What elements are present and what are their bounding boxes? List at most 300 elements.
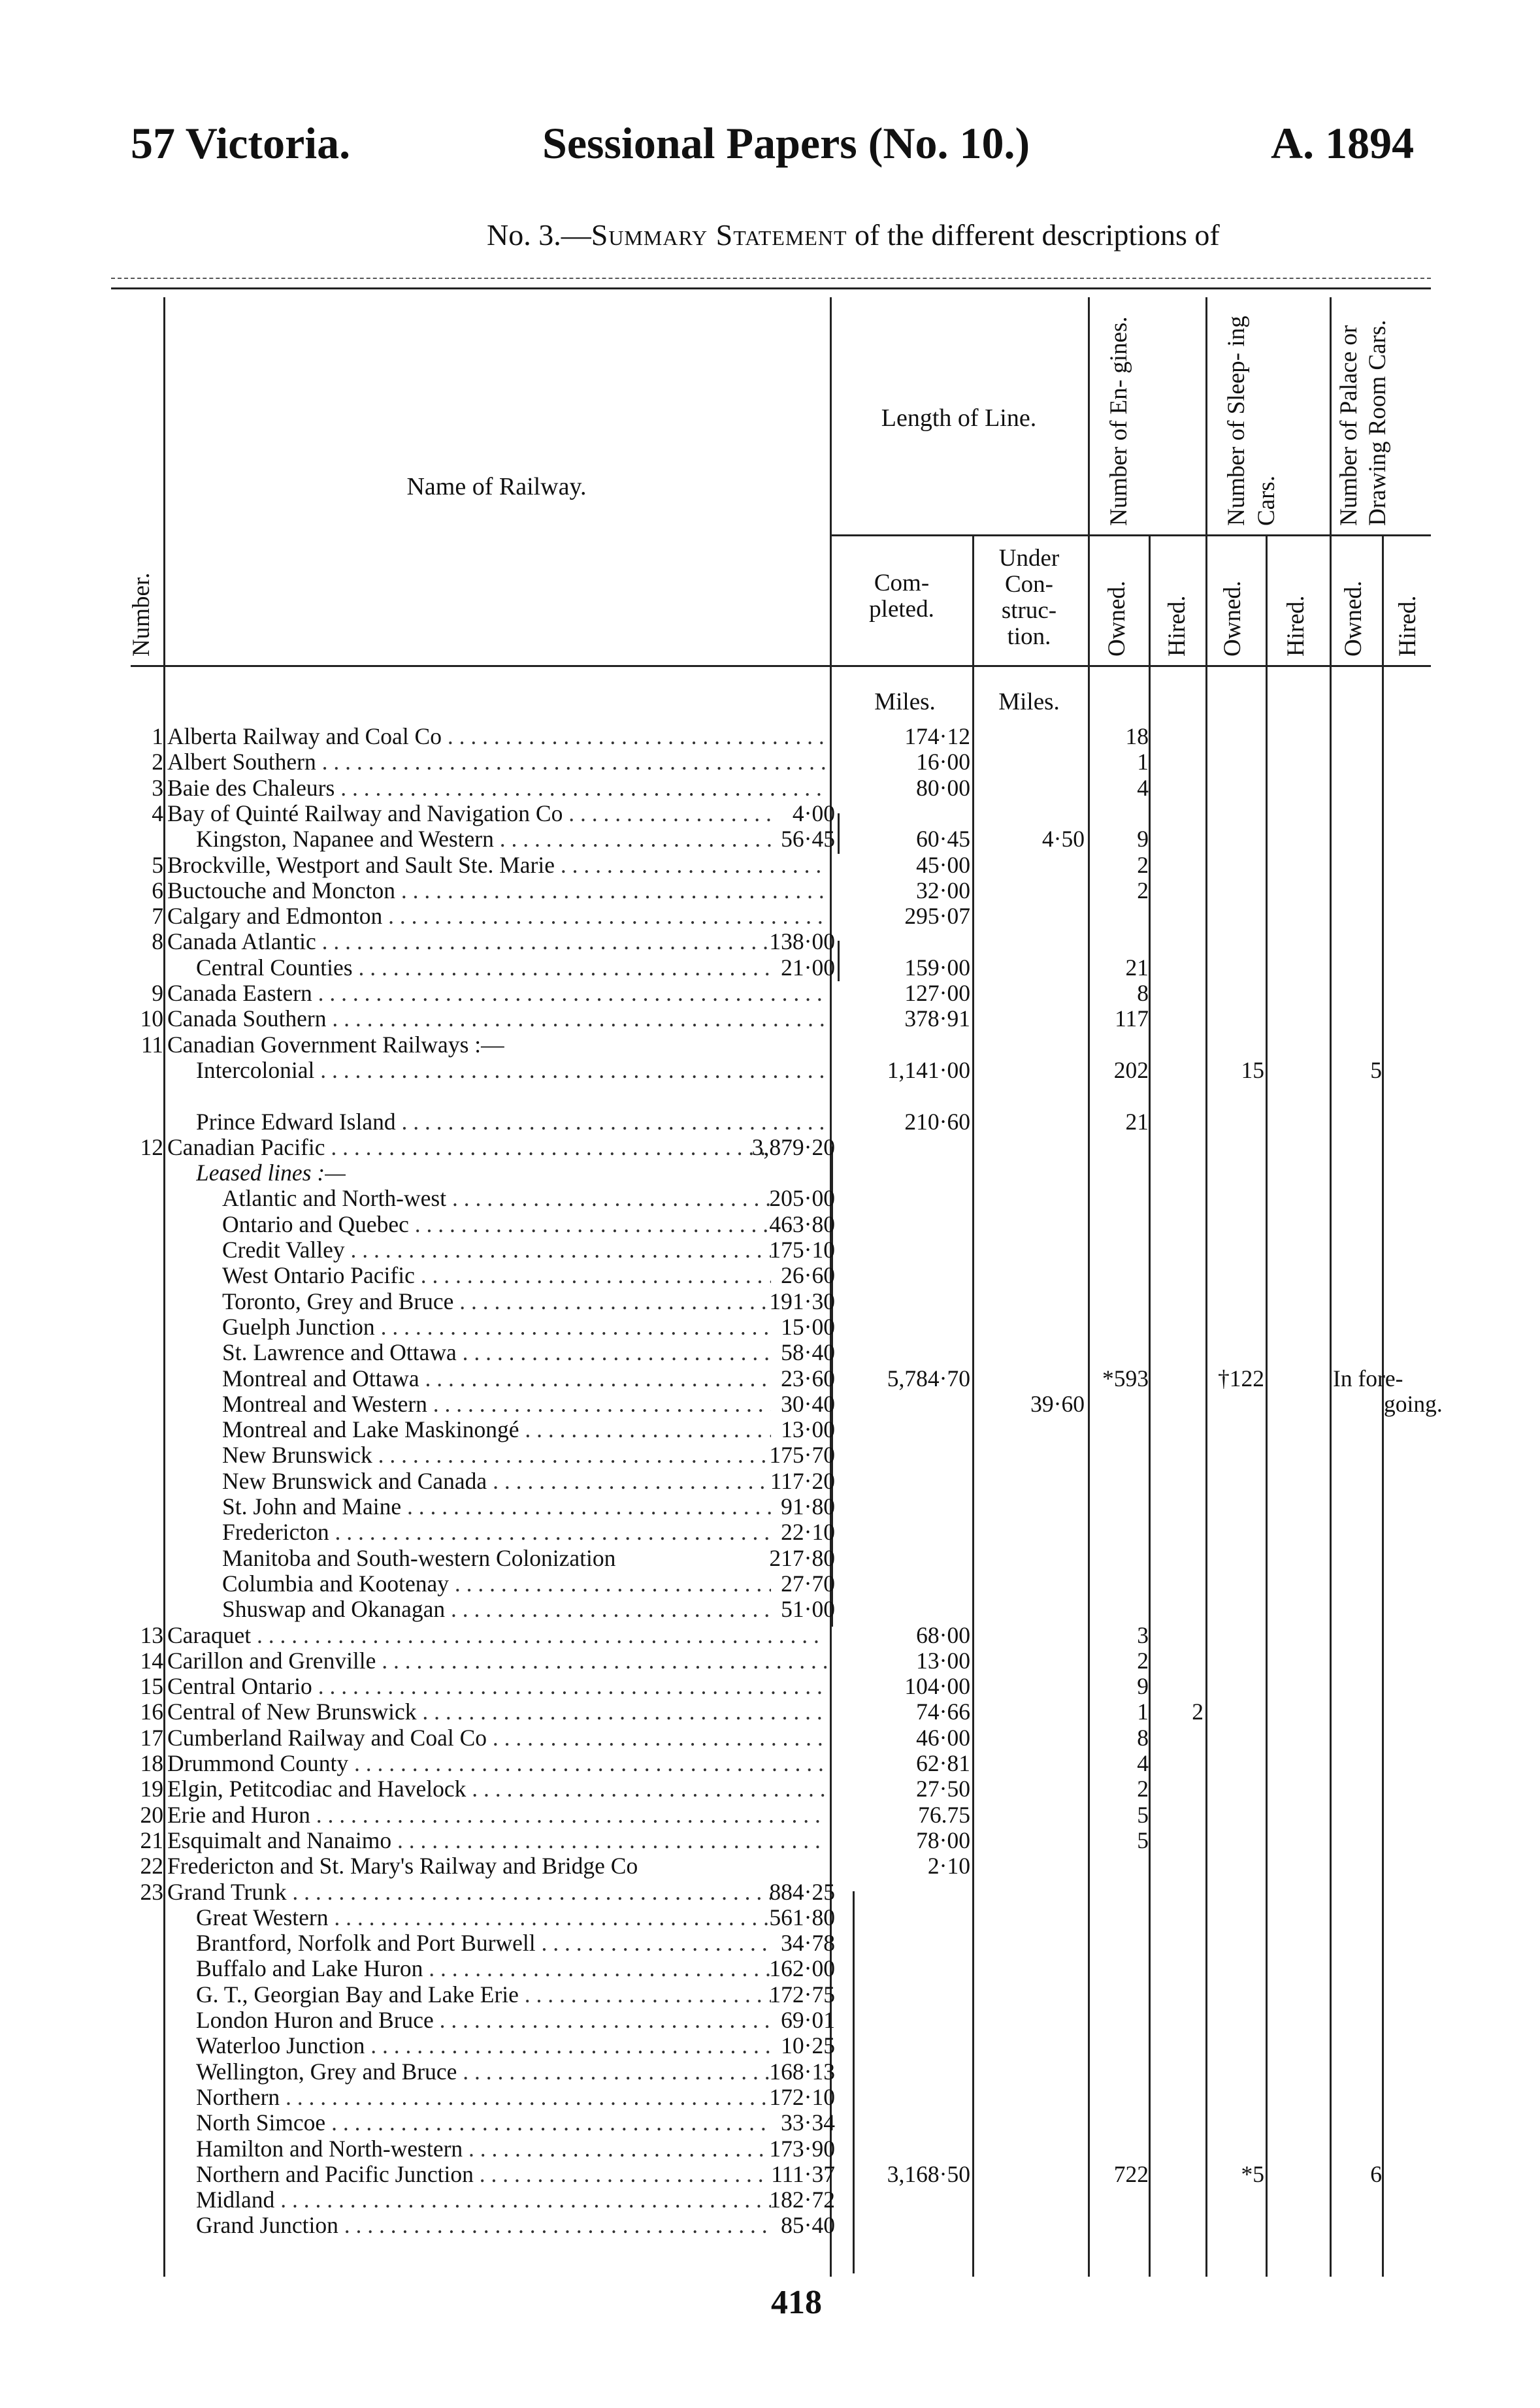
cell-sub: 463·80 [769,1211,835,1237]
table-row [0,1160,1540,1186]
railway-name-text: Cumberland Railway and Coal Co [167,1725,487,1751]
railway-name-text: North Simcoe [196,2110,326,2136]
cell-sub: 15·00 [781,1313,835,1340]
table-row [0,1366,1540,1391]
row-number: 10 [140,1005,163,1032]
header-session: 57 Victoria. [131,118,351,168]
page-number: 418 [771,2284,822,2321]
railway-name [222,1417,771,1442]
railway-name-text: Caraquet [167,1622,252,1648]
cell-comp: 78·00 [916,1827,970,1853]
cell-own: 2 [1137,1776,1149,1802]
railway-name-text: Fredericton [222,1520,329,1546]
table-row [0,1006,1540,1032]
table-row [0,801,1540,826]
cell-own: 5 [1137,1827,1149,1853]
railway-name [222,1237,771,1263]
cell-comp: 159·00 [904,954,970,981]
railway-name-text: Brantford, Norfolk and Port Burwell [196,1930,536,1957]
railway-name [167,1828,827,1853]
railway-name [196,2008,771,2033]
header-length-of-line: Length of Line. [881,404,1037,432]
table-row [0,1032,1540,1058]
railway-name [222,1520,771,1545]
table-row [0,1751,1540,1776]
railway-name [167,1006,827,1032]
railway-name-text: Canada Southern [167,1006,327,1032]
cell-sub: 884·25 [769,1878,835,1905]
railway-name-text: Columbia and Kootenay [222,1570,450,1597]
railway-name [167,1879,771,1905]
cell-comp: 210·60 [904,1108,970,1135]
table-row [0,1340,1540,1365]
railway-name-text: Midland [196,2187,275,2213]
railway-name [196,1905,771,1930]
railway-name [196,2213,771,2238]
header-number: Number. [128,572,155,657]
row-number: 17 [140,1724,163,1751]
table-row [0,1083,1540,1109]
cell-sub: 4·00 [792,800,835,826]
table-row [0,1263,1540,1288]
railway-name-text: Central of New Brunswick [167,1699,417,1725]
table-row [0,1417,1540,1442]
cell-comp: 76.75 [918,1801,970,1828]
railway-name [167,801,771,826]
table-row [0,826,1540,852]
cell-sub: 168·13 [769,2058,835,2085]
table-row [0,1905,1540,1930]
cell-own: 1 [1137,1699,1149,1725]
table-row [0,2136,1540,2162]
header-sleeping-cars: Number of Sleep- ing Cars. [1223,316,1280,526]
header-title: Sessional Papers (No. 10.) [542,118,1030,168]
railway-name [196,2187,771,2213]
railway-name-text: Montreal and Ottawa [222,1365,419,1391]
row-number: 14 [140,1647,163,1674]
railway-name [222,1340,771,1365]
row-number: 18 [140,1750,163,1776]
cell-comp: 174·12 [904,723,970,749]
cell-sub: 217·80 [769,1544,835,1571]
header-engines-hired: Hired. [1164,595,1190,657]
cell-sub: 162·00 [769,1955,835,1982]
cell-sub: 51·00 [781,1596,835,1623]
railway-name-text: New Brunswick [222,1442,372,1469]
header-completed: Com- pleted. [869,570,934,623]
railway-name-text: Canada Eastern [167,981,312,1006]
railway-name-text: Brockville, Westport and Sault Ste. Marie [167,852,555,878]
cell-sub: 561·80 [769,1904,835,1930]
table-row [0,1058,1540,1083]
railway-name-text: Guelph Junction [222,1314,375,1340]
subtitle-caps: Summary Statement [591,218,847,252]
table-row [0,724,1540,749]
railway-name-text: Hamilton and North-western [196,2136,463,2162]
row-number: 3 [152,774,163,801]
cell-comp: 74·66 [916,1699,970,1725]
railway-name [167,1751,827,1776]
railway-name [196,1058,827,1083]
table-row [0,2162,1540,2187]
table-row [0,1212,1540,1237]
railway-name [196,955,771,981]
cell-comp: 80·00 [916,774,970,801]
table-row [0,1135,1540,1160]
cell-pow: 5 [1370,1056,1382,1083]
row-number: 20 [140,1801,163,1828]
table-row [0,1956,1540,1981]
railway-name [167,1699,827,1725]
railway-name [196,2033,771,2058]
railway-name [222,1494,771,1520]
cell-own: 2 [1137,877,1149,903]
table-row [0,2059,1540,2085]
railway-name [167,1853,827,1879]
table-row [0,1879,1540,1905]
railway-name-text: Erie and Huron [167,1802,310,1828]
cell-own: 3 [1137,1621,1149,1648]
row-number: 13 [140,1621,163,1648]
railway-name-text: Fredericton and St. Mary's Railway and Bridge Co [167,1853,638,1879]
table-row [0,1494,1540,1520]
railway-name [167,981,827,1006]
railway-name-text: Atlantic and North-west [222,1186,447,1212]
cell-own: 5 [1137,1801,1149,1828]
header-engines-owned: Owned. [1104,580,1130,657]
railway-name [196,2110,771,2136]
table-row [0,1597,1540,1622]
railway-name-text: Baie des Chaleurs [167,775,335,801]
railway-name-text: Canada Atlantic [167,929,316,955]
table-row [0,775,1540,801]
railway-name-text: Central Ontario [167,1674,312,1700]
cell-sow: 15 [1241,1056,1264,1083]
row-number: 15 [140,1673,163,1700]
railway-name-text: Montreal and Lake Maskinongé [222,1417,519,1443]
row-number: 19 [140,1776,163,1802]
railway-name [196,1109,827,1135]
railway-name [222,1263,771,1288]
table-row [0,1109,1540,1135]
cell-comp: 60·45 [916,826,970,853]
railway-name [196,1982,771,2008]
table-row [0,1982,1540,2008]
railway-name [196,2085,771,2110]
table-row [0,1237,1540,1263]
header-sleeping-owned: Owned. [1219,580,1246,657]
railway-name [222,1314,771,1340]
cell-sub: 21·00 [781,954,835,981]
cell-comp: 32·00 [916,877,970,903]
row-number: 7 [152,903,163,930]
cell-own: 117 [1115,1005,1149,1032]
railway-name [167,1725,827,1751]
cell-own: 4 [1137,1750,1149,1776]
row-number: 12 [140,1133,163,1160]
railway-name-text: Calgary and Edmonton [167,903,383,930]
railway-name-text: Wellington, Grey and Bruce [196,2058,457,2085]
cell-uc: 39·60 [1030,1390,1085,1417]
header-palace-cars: Number of Palace or Drawing Room Cars. [1335,319,1391,526]
cell-sub: 172·75 [769,1981,835,2008]
cell-sub: 138·00 [769,928,835,955]
railway-name-text: Toronto, Grey and Bruce [222,1288,454,1314]
railway-name [167,1776,827,1802]
cell-comp: 378·91 [904,1005,970,1032]
table-row [0,1186,1540,1211]
table-row [0,1828,1540,1853]
table-row [0,1520,1540,1545]
cell-own: 21 [1125,1108,1149,1135]
row-number: 2 [152,749,163,775]
railway-name [167,1674,827,1699]
railway-name-text: Elgin, Petitcodiac and Havelock [167,1776,467,1802]
units-under-construction: Miles. [998,689,1060,715]
cell-sub: 33·34 [781,2109,835,2136]
table-row [0,929,1540,954]
cell-comp: 68·00 [916,1621,970,1648]
railway-name-text: G. T., Georgian Bay and Lake Erie [196,1981,519,2008]
cell-sub: 175·70 [769,1442,835,1469]
cell-comp: 46·00 [916,1724,970,1751]
cell-sub: 191·30 [769,1288,835,1314]
table-row [0,1776,1540,1802]
header-under-construction: Under Con- struc- tion. [998,545,1060,650]
railway-name-text: St. John and Maine [222,1494,402,1520]
railway-name [167,853,827,878]
railway-name-text: St. Lawrence and Ottawa [222,1340,457,1366]
railway-name-text: Montreal and Western [222,1391,427,1417]
railway-name [167,1623,827,1648]
cell-own: 4 [1137,774,1149,801]
railway-name [196,1930,771,1956]
cell-own: 722 [1113,2160,1149,2187]
table-row [0,1648,1540,1674]
cell-comp: 5,784·70 [887,1365,970,1391]
cell-phi: going. [1384,1390,1443,1417]
cell-pow: In fore- [1333,1365,1403,1391]
header-name-of-railway: Name of Railway. [406,473,587,500]
row-number: 8 [152,928,163,955]
railway-name-text: Buffalo and Lake Huron [196,1956,423,1982]
cell-hir: 2 [1192,1699,1204,1725]
cell-sub: 91·80 [781,1493,835,1520]
cell-sub: 172·10 [769,2083,835,2110]
railway-name [167,878,827,903]
railway-name [196,2059,771,2085]
row-number: 16 [140,1699,163,1725]
table-row [0,1571,1540,1597]
cell-own: 9 [1137,1673,1149,1700]
cell-sub: 85·40 [781,2212,835,2239]
railway-name [196,2162,771,2187]
cell-sub: 205·00 [769,1185,835,1212]
table-row [0,1391,1540,1417]
railway-name-text: Canadian Pacific [167,1134,325,1160]
cell-sub: 26·60 [781,1262,835,1289]
cell-sub: 111·37 [771,2160,835,2187]
table-row [0,749,1540,775]
table-row [0,1930,1540,1956]
railway-name [167,929,771,954]
railway-name-text: Canadian Government Railways :— [167,1032,504,1058]
cell-comp: 27·50 [916,1776,970,1802]
table-row [0,1469,1540,1494]
cell-sub: 69·01 [781,2007,835,2033]
railway-name-text: Manitoba and South-western Colonization [222,1545,616,1571]
header-sleeping-hired: Hired. [1283,595,1309,657]
table-row [0,2110,1540,2136]
cell-own: 21 [1125,954,1149,981]
table-row [0,1725,1540,1751]
table-row [0,878,1540,903]
row-number: 1 [152,723,163,749]
cell-comp: 1,141·00 [887,1056,970,1083]
cell-sub: 56·45 [781,826,835,853]
header-engines: Number of En- gines. [1106,316,1132,526]
cell-sub: 34·78 [781,1930,835,1957]
table-row [0,981,1540,1006]
railway-name-text: New Brunswick and Canada [222,1468,487,1494]
table-row [0,1314,1540,1340]
railway-name [196,826,771,852]
cell-own: 8 [1137,1724,1149,1751]
railway-name-text: Buctouche and Moncton [167,877,396,903]
cell-comp: 104·00 [904,1673,970,1700]
cell-sub: 3,879·20 [751,1133,835,1160]
railway-name [222,1289,771,1314]
railway-name [196,2136,771,2162]
cell-pow: 6 [1370,2160,1382,2187]
cell-sub: 22·10 [781,1519,835,1546]
cell-sub: 175·10 [769,1237,835,1263]
subtitle-prefix: No. 3.— [487,218,591,252]
railway-name [167,1648,827,1674]
railway-name [196,1956,771,1981]
cell-sub: 23·60 [781,1365,835,1391]
table-row [0,955,1540,981]
table-row [0,1802,1540,1828]
table-row [0,853,1540,878]
cell-comp: 16·00 [916,749,970,775]
cell-sub: 13·00 [781,1416,835,1443]
railway-name-text: Intercolonial [196,1057,315,1083]
railway-name-text: Credit Valley [222,1237,345,1263]
railway-name-text: West Ontario Pacific [222,1263,415,1289]
cell-sub: 173·90 [769,2135,835,2162]
railway-name [222,1442,771,1468]
cell-comp: 13·00 [916,1647,970,1674]
railway-name-text: Alberta Railway and Coal Co [167,724,442,749]
table-row [0,1546,1540,1571]
railway-name-text: Drummond County [167,1751,349,1776]
railway-name [222,1186,771,1211]
railway-name-text: Esquimalt and Nanaimo [167,1827,392,1853]
cell-uc: 4·50 [1041,826,1085,853]
cell-comp: 3,168·50 [887,2160,970,2187]
cell-sub: 182·72 [769,2187,835,2213]
railway-name [222,1391,771,1417]
railway-name-text: Carillon and Grenville [167,1648,376,1674]
railway-name-text: Northern and Pacific Junction [196,2161,474,2187]
cell-sub: 30·40 [781,1390,835,1417]
railway-name-text: London Huron and Bruce [196,2008,434,2033]
railway-name [167,749,827,775]
railway-name-text: Northern [196,2084,280,2110]
cell-sub: 27·70 [781,1570,835,1597]
units-completed: Miles. [874,689,936,715]
railway-name-text: Waterloo Junction [196,2033,365,2059]
cell-sub: 117·20 [770,1467,835,1494]
railway-name-text: Grand Junction [196,2213,338,2239]
railway-name-text: Bay of Quinté Railway and Navigation Co [167,800,563,826]
railway-name [222,1366,771,1391]
railway-name [167,1135,771,1160]
row-number: 9 [152,980,163,1006]
railway-name [222,1597,771,1622]
cell-own: 9 [1137,826,1149,853]
railway-name-text: Albert Southern [167,749,316,775]
cell-own: 2 [1137,1647,1149,1674]
cell-comp: 2·10 [927,1853,970,1879]
table-row [0,2085,1540,2110]
header-palace-owned: Owned. [1340,580,1367,657]
row-number: 4 [152,800,163,826]
railway-name-text: Grand Trunk [167,1879,287,1905]
cell-sub: 10·25 [781,2032,835,2059]
table-row [0,903,1540,929]
cell-own: 2 [1137,851,1149,878]
cell-own: 1 [1137,749,1149,775]
row-number: 22 [140,1853,163,1879]
railway-name-text: Kingston, Napanee and Western [196,826,494,853]
railway-name [167,724,827,749]
railway-name-text: Great Western [196,1904,329,1930]
railway-name [222,1212,771,1237]
subtitle-rest: of the different descriptions of [855,218,1220,252]
table-row [0,2187,1540,2213]
railway-name [167,1032,827,1058]
table-row [0,1674,1540,1699]
row-number: 23 [140,1878,163,1905]
table-row [0,1623,1540,1648]
railway-name [167,775,827,801]
cell-own: *593 [1102,1365,1149,1391]
row-number: 6 [152,877,163,903]
row-number: 5 [152,851,163,878]
railway-name-text: Prince Edward Island [196,1109,396,1135]
row-number: 21 [140,1827,163,1853]
railway-name [222,1546,771,1571]
railway-name [167,903,827,929]
header-palace-hired: Hired. [1394,595,1421,657]
table-row [0,2213,1540,2238]
railway-name [222,1469,771,1494]
railway-name [222,1571,771,1597]
railway-name-text: Leased lines :— [196,1160,346,1186]
cell-own: 202 [1113,1056,1149,1083]
cell-sow: †122 [1218,1365,1264,1391]
railway-name [196,1160,827,1186]
header-year: A. 1894 [1271,118,1415,168]
table-row [0,1699,1540,1725]
cell-comp: 127·00 [904,980,970,1006]
table-row [0,2033,1540,2058]
table-row [0,2008,1540,2033]
cell-own: 8 [1137,980,1149,1006]
cell-own: 18 [1125,723,1149,749]
